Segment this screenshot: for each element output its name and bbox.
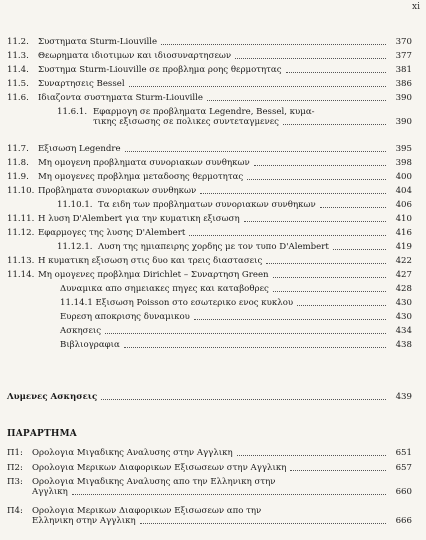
entry-number: Π3: — [7, 477, 23, 487]
entry-title: Μη ομογενες προβλημα Dirichlet – Συναρτηση Green — [38, 270, 269, 280]
leader-dots — [297, 305, 386, 306]
entry-page: 666 — [395, 516, 412, 526]
appendix-entry — [0, 448, 426, 458]
toc-entry — [0, 270, 426, 280]
entry-number: 11.10. — [7, 186, 35, 196]
entry-number: 11.12.1. — [57, 242, 93, 252]
toc-entry — [0, 228, 426, 238]
leader-dots — [200, 193, 386, 194]
entry-number: 11.11. — [7, 214, 35, 224]
entry-number: 11.6.1. — [57, 107, 88, 117]
leader-dots — [286, 72, 386, 73]
entry-title: Τα ειδη των προβληματων συνοριακων συνθηκων — [98, 200, 316, 210]
entry-title: Συστηματα Sturm-Liouville — [38, 37, 158, 47]
toc-entry — [0, 256, 426, 266]
entry-page: 657 — [395, 463, 412, 473]
toc-entry — [0, 51, 426, 61]
appendix-entry-wrapped — [0, 506, 426, 526]
toc-entry — [0, 172, 426, 182]
toc-entry — [0, 284, 426, 294]
entry-title: Ορολογια Μερικων Διαφορικων Εξισωσεων στην Αγγλικη — [32, 463, 287, 473]
entry-page: 438 — [395, 340, 412, 350]
leader-dots — [125, 151, 386, 152]
entry-number: 11.4. — [7, 65, 29, 75]
toc-entry — [0, 214, 426, 224]
leader-dots — [254, 165, 386, 166]
entry-page: 377 — [395, 51, 412, 61]
entry-title: Λυμενες Ασκησεις — [7, 392, 98, 402]
entry-number: 11.7. — [7, 144, 29, 154]
entry-page: 400 — [395, 172, 412, 182]
entry-page: 439 — [395, 392, 412, 402]
entry-title-line1: Εφαρμογη σε προβληματα Legendre, Bessel, κυμα- — [93, 107, 315, 117]
entry-title: Ευρεση αποκρισης δυναμικου — [60, 312, 190, 322]
entry-title-line2: τικης εξισωσης σε πολικες συντεταγμενες — [93, 117, 279, 127]
entry-title-line1: Ορολογια Μερικων Διαφορικων Εξισωσεων απο την — [32, 506, 262, 516]
leader-dots — [273, 277, 386, 278]
leader-dots — [283, 124, 386, 125]
appendix-entry — [0, 463, 426, 473]
entry-number: Π1: — [7, 448, 23, 458]
entry-page: 430 — [395, 312, 412, 322]
entry-page: 434 — [395, 326, 412, 336]
toc-entry — [0, 37, 426, 47]
entry-title-line2: Ελληνικη στην Αγγλικη — [32, 516, 136, 526]
entry-page: 651 — [395, 448, 412, 458]
toc-entry — [0, 144, 426, 154]
leader-dots — [72, 494, 386, 495]
entry-number: 11.10.1. — [57, 200, 93, 210]
entry-number: 11.8. — [7, 158, 29, 168]
entry-number: Π4: — [7, 506, 23, 516]
toc-entry — [0, 200, 426, 210]
entry-number: 11.5. — [7, 79, 29, 89]
entry-page: 419 — [395, 242, 412, 252]
leader-dots — [140, 523, 386, 524]
entry-title: Μη ομογενη προβληματα συνοριακων συνθηκων — [38, 158, 250, 168]
toc-entry — [0, 298, 426, 308]
entry-page: 381 — [395, 65, 412, 75]
leader-dots — [244, 221, 386, 222]
entry-page: 416 — [395, 228, 412, 238]
entry-title: Εξισωση Legendre — [38, 144, 121, 154]
leader-dots — [161, 44, 386, 45]
toc-entry — [0, 79, 426, 89]
leader-dots — [101, 399, 386, 400]
leader-dots — [273, 291, 386, 292]
leader-dots — [105, 333, 386, 334]
entry-number: 11.12. — [7, 228, 35, 238]
leader-dots — [266, 263, 386, 264]
toc-entry — [0, 312, 426, 322]
entry-page: 410 — [395, 214, 412, 224]
toc-entry — [0, 242, 426, 252]
entry-number: 11.3. — [7, 51, 29, 61]
entry-number: 11.9. — [7, 172, 29, 182]
leader-dots — [129, 86, 386, 87]
page-number: xi — [412, 2, 420, 12]
toc-entry — [0, 93, 426, 103]
leader-dots — [189, 235, 386, 236]
entry-page: 422 — [395, 256, 412, 266]
entry-page: 370 — [395, 37, 412, 47]
entry-title: Εφαρμογες της λυσης D'Alembert — [38, 228, 186, 238]
entry-title: Λυση της ημιαπειρης χορδης με τον τυπο D'Alembert — [98, 242, 329, 252]
entry-title: Η κυματικη εξισωση στις δυο και τρεις διαστασεις — [38, 256, 263, 266]
entry-number: 11.6. — [7, 93, 29, 103]
entry-page: 427 — [395, 270, 412, 280]
entry-page: 386 — [395, 79, 412, 89]
leader-dots — [247, 179, 386, 180]
toc-entry — [0, 326, 426, 336]
leader-dots — [124, 347, 386, 348]
entry-page: 660 — [395, 487, 412, 497]
leader-dots — [235, 58, 386, 59]
entry-page: 406 — [395, 200, 412, 210]
toc-entry — [0, 158, 426, 168]
entry-title: Η λυση D'Alembert για την κυματικη εξισωση — [38, 214, 240, 224]
entry-title: Συστημα Sturm-Liouville σε προβλημα ροης θερμοτητας — [38, 65, 282, 75]
entry-number: 11.13. — [7, 256, 35, 266]
leader-dots — [194, 319, 386, 320]
entry-page: 404 — [395, 186, 412, 196]
entry-title: Ιδιαζοντα συστηματα Sturm-Liouville — [38, 93, 204, 103]
entry-title-line2: Αγγλικη — [32, 487, 68, 497]
toc-entry-solved — [0, 392, 426, 402]
toc-entry — [0, 340, 426, 350]
entry-page: 430 — [395, 298, 412, 308]
appendix-entry-wrapped — [0, 477, 426, 497]
entry-number: 11.14. — [7, 270, 35, 280]
entry-title-line1: Ορολογια Μιγαδικης Αναλυσης απο την Ελληνικη στην — [32, 477, 276, 487]
leader-dots — [290, 470, 386, 471]
leader-dots — [207, 100, 386, 101]
entry-page: 390 — [395, 117, 412, 127]
entry-page: 395 — [395, 144, 412, 154]
entry-title: Μη ομογενες προβλημα μεταδοσης θερμοτητας — [38, 172, 244, 182]
entry-title: Θεωρηματα ιδιοτιμων και ιδιοσυναρτησεων — [38, 51, 232, 61]
leader-dots — [333, 249, 386, 250]
toc-entry — [0, 186, 426, 196]
leader-dots — [320, 207, 386, 208]
entry-page: 398 — [395, 158, 412, 168]
entry-title: Βιβλιογραφια — [60, 340, 120, 350]
entry-number: 11.2. — [7, 37, 29, 47]
entry-title: Δυναμικα απο σημειακες πηγες και καταβοθρες — [60, 284, 269, 294]
entry-title: Ασκησεις — [60, 326, 102, 336]
entry-page: 390 — [395, 93, 412, 103]
entry-title: Ορολογια Μιγαδικης Αναλυσης στην Αγγλικη — [32, 448, 233, 458]
entry-title: Συναρτησεις Bessel — [38, 79, 125, 89]
entry-title: Προβληματα συνοριακων συνθηκων — [38, 186, 197, 196]
leader-dots — [237, 455, 386, 456]
entry-title: 11.14.1 Εξισωση Poisson στο εσωτερικο ενος κυκλου — [60, 298, 294, 308]
toc-entry — [0, 65, 426, 75]
entry-number: Π2: — [7, 463, 23, 473]
toc-entry-wrapped — [0, 107, 426, 127]
appendix-heading: ΠΑΡΑΡΤΗΜΑ — [7, 429, 77, 439]
entry-page: 428 — [395, 284, 412, 294]
